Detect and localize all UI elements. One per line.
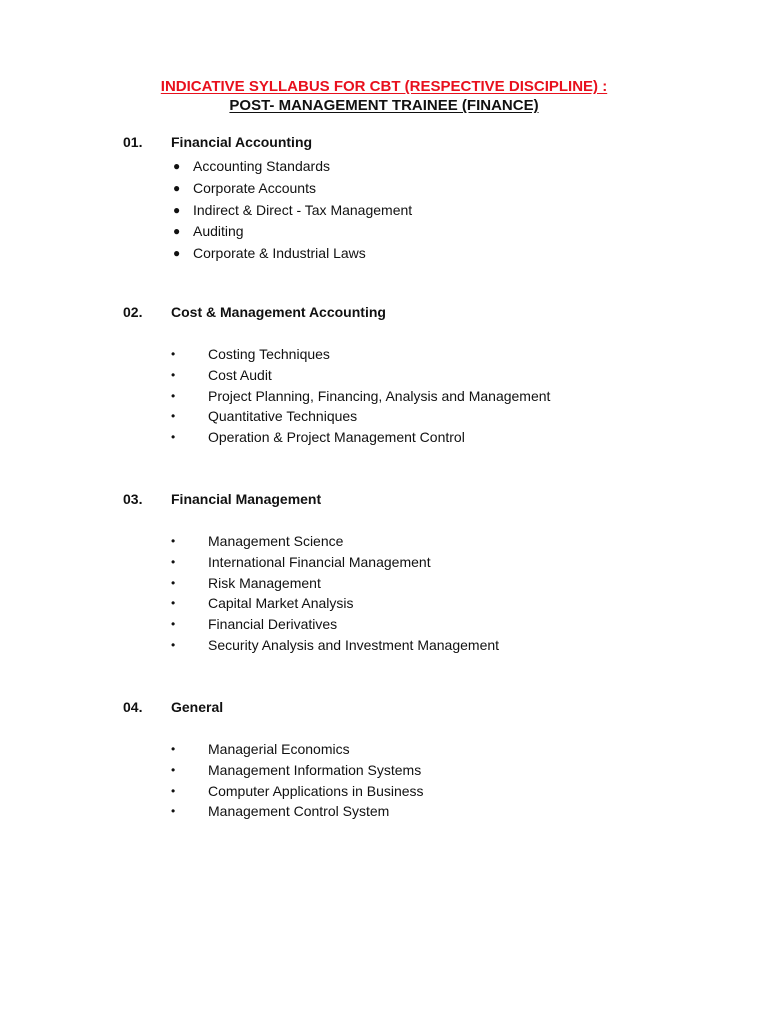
heading-line-2-text: POST- MANAGEMENT TRAINEE (FINANCE) — [229, 97, 539, 114]
list-item — [0, 157, 768, 179]
bullet-icon: • — [171, 637, 176, 652]
topic-text: Computer Applications in Business — [208, 782, 424, 799]
section-number: 02. — [123, 304, 143, 320]
list-item — [0, 407, 768, 428]
topic-text: Management Information Systems — [208, 761, 422, 778]
section-number: 03. — [123, 491, 143, 507]
topic-text: Accounting Standards — [193, 158, 330, 174]
document-heading-line-1 — [0, 78, 768, 96]
topic-text: Managerial Economics — [208, 741, 350, 757]
bullet-icon: • — [171, 742, 176, 756]
list-item — [0, 740, 768, 761]
topic-list — [0, 740, 768, 823]
topic-list — [0, 532, 768, 657]
section-number: 01. — [123, 134, 143, 150]
bullet-icon: • — [171, 430, 176, 444]
list-item — [0, 802, 768, 823]
bullet-icon: • — [171, 388, 176, 403]
bullet-icon: ● — [173, 180, 181, 195]
bullet-icon: • — [171, 783, 176, 798]
list-item — [0, 179, 768, 201]
bullet-icon: • — [171, 804, 176, 819]
section-title: Cost & Management Accounting — [171, 304, 386, 320]
list-item — [0, 201, 768, 223]
bullet-icon: • — [171, 596, 176, 611]
list-item — [0, 532, 768, 553]
section-number: 04. — [123, 699, 143, 715]
topic-text: Management Control System — [208, 803, 390, 820]
bullet-icon: • — [171, 554, 176, 569]
bullet-icon: ● — [173, 159, 181, 173]
bullet-icon: • — [171, 617, 176, 631]
bullet-icon: ● — [173, 202, 181, 217]
topic-text: Corporate Accounts — [193, 179, 316, 196]
topic-text: Financial Derivatives — [208, 616, 338, 632]
section-title: General — [171, 699, 224, 715]
topic-text: Corporate & Industrial Laws — [193, 245, 366, 261]
bullet-icon: • — [171, 534, 176, 548]
topic-text: Risk Management — [208, 574, 321, 591]
section-title: Financial Management — [171, 491, 322, 507]
list-item — [0, 553, 768, 574]
bullet-icon: • — [171, 575, 176, 590]
list-item — [0, 615, 768, 636]
topic-list — [0, 157, 768, 266]
list-item — [0, 636, 768, 657]
list-item — [0, 574, 768, 595]
topic-text: Management Science — [208, 533, 344, 549]
list-item — [0, 244, 768, 266]
topic-text: Project Planning, Financing, Analysis and Management — [208, 387, 551, 404]
topic-text: Indirect & Direct - Tax Management — [193, 201, 413, 218]
topic-text: Security Analysis and Investment Management — [208, 636, 500, 653]
topic-text: Operation & Project Management Control — [208, 429, 465, 445]
topic-text: Costing Techniques — [208, 346, 330, 362]
list-item — [0, 761, 768, 782]
bullet-icon: ● — [173, 224, 181, 239]
list-item — [0, 782, 768, 803]
list-item — [0, 345, 768, 366]
topic-text: Cost Audit — [208, 366, 272, 383]
heading-line-1-text: INDICATIVE SYLLABUS FOR CBT (RESPECTIVE DISCIPLINE) : — [160, 78, 608, 95]
topic-text: Capital Market Analysis — [208, 595, 354, 612]
list-item — [0, 222, 768, 244]
bullet-icon: • — [171, 347, 176, 361]
topic-text: Auditing — [193, 223, 244, 240]
bullet-icon: ● — [173, 246, 181, 260]
section-title: Financial Accounting — [171, 134, 313, 150]
list-item — [0, 387, 768, 408]
bullet-icon: • — [171, 409, 176, 424]
list-item — [0, 594, 768, 615]
topic-text: International Financial Management — [208, 553, 431, 570]
document-heading-line-2 — [0, 97, 768, 115]
bullet-icon: • — [171, 367, 176, 382]
topic-text: Quantitative Techniques — [208, 408, 358, 425]
list-item — [0, 366, 768, 387]
bullet-icon: • — [171, 762, 176, 777]
topic-list — [0, 345, 768, 449]
list-item — [0, 428, 768, 449]
